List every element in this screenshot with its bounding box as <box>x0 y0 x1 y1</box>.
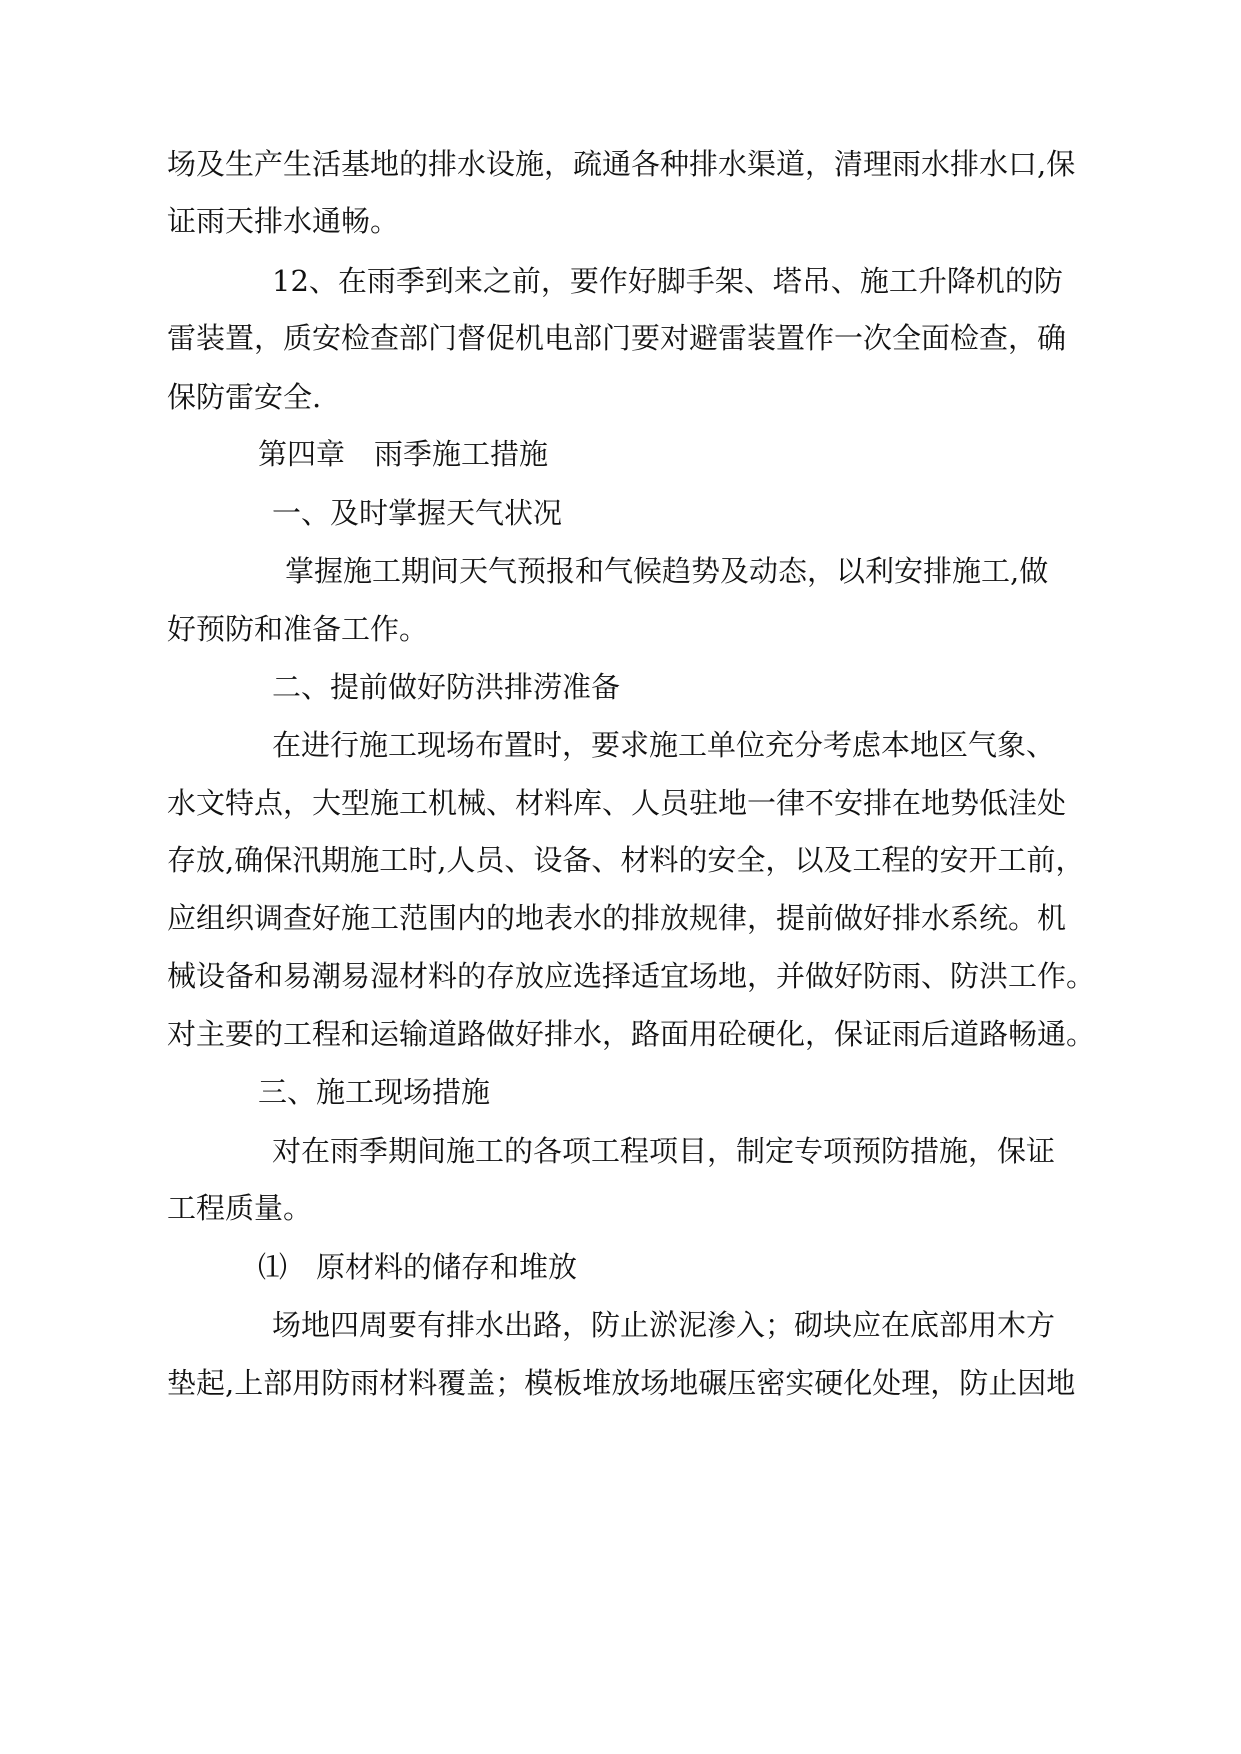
subsection-heading: ⑴ 原材料的储存和堆放 <box>258 1250 578 1284</box>
paragraph-line: 掌握施工期间天气预报和气候趋势及动态，以利安排施工,做 <box>285 554 1049 588</box>
section-heading: 三、施工现场措施 <box>258 1075 491 1109</box>
chapter-heading: 第四章 雨季施工措施 <box>258 437 549 471</box>
paragraph-line: 证雨天排水通畅。 <box>167 204 400 238</box>
paragraph-line: 水文特点，大型施工机械、材料库、人员驻地一律不安排在地势低洼处 <box>167 786 1067 820</box>
paragraph-line: 工程质量。 <box>167 1191 313 1225</box>
paragraph-line: 好预防和准备工作。 <box>167 612 429 646</box>
paragraph-line: 垫起,上部用防雨材料覆盖；模板堆放场地碾压密实硬化处理，防止因地 <box>167 1366 1076 1400</box>
paragraph-line: 雷装置，质安检查部门督促机电部门要对避雷装置作一次全面检查，确 <box>167 321 1067 355</box>
paragraph-line: 场及生产生活基地的排水设施，疏通各种排水渠道，清理雨水排水口,保 <box>167 147 1076 181</box>
paragraph-line: 械设备和易潮易湿材料的存放应选择适宜场地，并做好防雨、防洪工作。 <box>167 959 1096 993</box>
paragraph-line: 存放,确保汛期施工时,人员、设备、材料的安全，以及工程的安开工前， <box>167 843 1085 877</box>
paragraph-line: 保防雷安全. <box>167 380 322 414</box>
section-heading: 一、及时掌握天气状况 <box>272 496 563 530</box>
paragraph-line: 12、在雨季到来之前，要作好脚手架、塔吊、施工升降机的防 <box>272 264 1063 298</box>
paragraph-line: 场地四周要有排水出路，防止淤泥渗入；砌块应在底部用木方 <box>272 1308 1056 1342</box>
section-heading: 二、提前做好防洪排涝准备 <box>272 670 621 704</box>
paragraph-line: 应组织调查好施工范围内的地表水的排放规律，提前做好排水系统。机 <box>167 901 1067 935</box>
paragraph-line: 对主要的工程和运输道路做好排水，路面用砼硬化，保证雨后道路畅通。 <box>167 1017 1096 1051</box>
paragraph-line: 在进行施工现场布置时，要求施工单位充分考虑本地区气象、 <box>272 728 1056 762</box>
paragraph-line: 对在雨季期间施工的各项工程项目，制定专项预防措施，保证 <box>272 1134 1056 1168</box>
